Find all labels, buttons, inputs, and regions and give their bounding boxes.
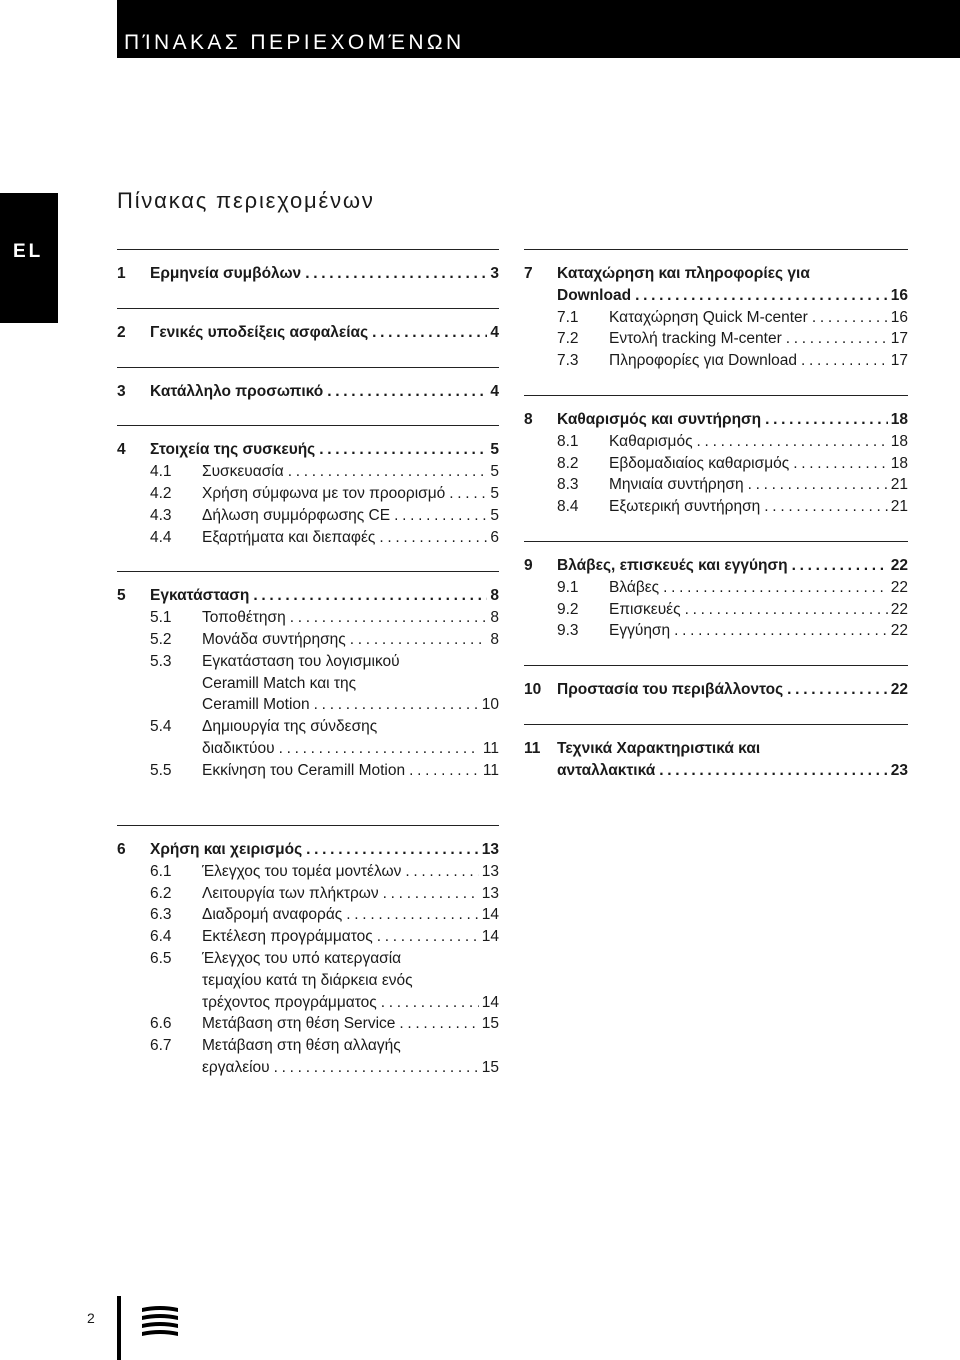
toc-page-number: 4 bbox=[490, 323, 499, 341]
toc-title-wrap bbox=[557, 679, 891, 701]
toc-page-number: 5 bbox=[490, 484, 499, 502]
toc-dot-leader bbox=[290, 607, 488, 629]
toc-subsection-number: 5.5 bbox=[150, 761, 172, 779]
toc-subsection-number: 9.2 bbox=[557, 600, 579, 618]
toc-page-number: 6 bbox=[490, 528, 499, 546]
toc-title-wrap bbox=[557, 599, 891, 621]
toc-subsection-number: 4.3 bbox=[150, 506, 172, 524]
toc-dot-leader bbox=[663, 577, 888, 599]
toc-subsection-line[interactable] bbox=[524, 307, 908, 329]
toc-subsection-line[interactable] bbox=[117, 904, 499, 926]
toc-title-text: διαδικτύου bbox=[202, 739, 275, 757]
language-tab bbox=[0, 193, 58, 323]
toc-title-wrap bbox=[150, 607, 490, 629]
toc-title-wrap bbox=[557, 453, 891, 475]
toc-title-wrap bbox=[557, 555, 891, 577]
toc-subsection-line[interactable] bbox=[117, 1035, 499, 1057]
toc-subsection-number bbox=[150, 694, 202, 716]
toc-subsection-line[interactable] bbox=[117, 1013, 499, 1035]
toc-title-wrap bbox=[557, 760, 891, 782]
toc-chapter-number: 4 bbox=[117, 441, 126, 459]
toc-title-text: Εκτέλεση προγράμματος bbox=[202, 928, 373, 946]
toc-dot-leader bbox=[379, 527, 487, 549]
toc-subsection-line[interactable] bbox=[117, 505, 499, 527]
toc-title-text: Κατάλληλο προσωπικό bbox=[150, 382, 324, 400]
toc-title-wrap bbox=[557, 474, 891, 496]
toc-title-wrap bbox=[150, 483, 490, 505]
toc-subsection-line[interactable] bbox=[524, 474, 908, 496]
toc-title-wrap bbox=[557, 307, 891, 329]
toc-title-text: Χρήση σύμφωνα με τον προορισμό bbox=[202, 484, 446, 502]
toc-chapter-line[interactable] bbox=[117, 585, 499, 607]
toc-title-text: Γενικές υποδείξεις ασφαλείας bbox=[150, 323, 369, 341]
toc-subsection-line[interactable] bbox=[117, 738, 499, 760]
toc-title-wrap bbox=[150, 673, 499, 695]
toc-title-text: Εγκατάσταση του λογισμικού bbox=[202, 652, 400, 670]
toc-chapter bbox=[524, 395, 908, 518]
toc-column-right bbox=[524, 249, 908, 805]
toc-column-left bbox=[117, 249, 499, 805]
toc-title-wrap bbox=[150, 839, 482, 861]
toc-subsection-number bbox=[150, 1057, 202, 1079]
toc-subsection-line[interactable] bbox=[117, 527, 499, 549]
toc-title-text: Προστασία του περιβάλλοντος bbox=[557, 681, 784, 699]
toc-title-wrap bbox=[557, 350, 891, 372]
toc-title-wrap bbox=[557, 738, 908, 760]
toc-title-text: Ceramill Motion bbox=[202, 696, 310, 714]
toc-subsection-number: 6.3 bbox=[150, 906, 172, 924]
toc-title-wrap bbox=[150, 263, 490, 285]
toc-title-text: Εξωτερική συντήρηση bbox=[609, 498, 761, 516]
toc-title-text: Διαδρομή αναφοράς bbox=[202, 906, 343, 924]
toc-dot-leader bbox=[697, 431, 888, 453]
toc-chapter-number: 6 bbox=[117, 841, 126, 858]
toc-page-number: 14 bbox=[481, 906, 499, 924]
toc-subsection-line[interactable] bbox=[117, 760, 499, 782]
toc-chapter-line[interactable] bbox=[524, 738, 908, 760]
toc-dot-leader bbox=[381, 992, 479, 1014]
toc-chapter-number: 11 bbox=[524, 739, 541, 757]
toc-chapter bbox=[524, 665, 908, 701]
toc-title-text: Δήλωση συμμόρφωσης CE bbox=[202, 506, 391, 524]
toc-subsection-number: 5.2 bbox=[150, 630, 172, 648]
toc-subsection-number: 6.7 bbox=[150, 1037, 172, 1055]
toc-subsection-number: 4.1 bbox=[150, 463, 172, 481]
toc-subsection-number bbox=[150, 673, 202, 695]
toc-title-wrap bbox=[557, 620, 891, 642]
toc-title-wrap bbox=[557, 263, 908, 285]
toc-page-number: 10 bbox=[481, 696, 499, 714]
toc-dot-leader bbox=[319, 439, 487, 461]
toc-dot-leader bbox=[350, 629, 488, 651]
toc-subsection-number: 7.3 bbox=[557, 352, 579, 370]
toc-dot-leader bbox=[659, 760, 887, 782]
toc-chapter bbox=[117, 571, 499, 781]
toc-chapter-line[interactable] bbox=[117, 322, 499, 344]
toc-subsection-number: 5.4 bbox=[150, 718, 172, 736]
toc-subsection-line[interactable] bbox=[117, 694, 499, 716]
toc-page-number: 4 bbox=[490, 382, 499, 400]
toc-subsection-line[interactable] bbox=[117, 883, 499, 905]
toc-subsection-number bbox=[150, 738, 202, 760]
toc-dot-leader bbox=[635, 285, 888, 307]
toc-subsection-line[interactable] bbox=[117, 673, 499, 695]
toc-title-wrap bbox=[150, 948, 499, 970]
toc-title-text: Εντολή tracking M-center bbox=[609, 330, 782, 348]
toc-title-wrap bbox=[150, 461, 490, 483]
toc-page-number: 13 bbox=[481, 884, 499, 902]
toc-page-number: 8 bbox=[490, 630, 499, 648]
toc-subsection-number: 6.1 bbox=[150, 862, 172, 880]
toc-dot-leader bbox=[685, 599, 888, 621]
toc-page-number: 18 bbox=[890, 410, 908, 428]
toc-chapter-line[interactable] bbox=[524, 555, 908, 577]
toc-title-wrap bbox=[150, 760, 483, 782]
toc-dot-leader bbox=[764, 496, 887, 518]
toc-subsection-line[interactable] bbox=[117, 948, 499, 970]
toc-subsection-line[interactable] bbox=[117, 483, 499, 505]
toc-subsection-line[interactable] bbox=[524, 350, 908, 372]
toc-dot-leader bbox=[253, 585, 487, 607]
toc-page-number: 22 bbox=[890, 556, 908, 574]
toc-page-number: 23 bbox=[890, 761, 908, 779]
toc-title-wrap bbox=[150, 1035, 499, 1057]
toc-title-text: Εγκατάσταση bbox=[150, 587, 250, 605]
toc-chapter bbox=[117, 425, 499, 548]
toc-chapter-line[interactable] bbox=[117, 381, 499, 403]
toc-subsection-line[interactable] bbox=[524, 599, 908, 621]
toc-title-text: Μονάδα συντήρησης bbox=[202, 630, 346, 648]
toc-page-number: 18 bbox=[890, 432, 908, 450]
toc-title-wrap bbox=[557, 496, 891, 518]
toc-chapter bbox=[117, 249, 499, 285]
toc-dot-leader bbox=[279, 738, 480, 760]
toc-subsection-number: 4.4 bbox=[150, 528, 172, 546]
toc-subsection-number bbox=[150, 992, 202, 1014]
toc-title-text: Έλεγχος του τομέα μοντέλων bbox=[202, 862, 402, 880]
toc-page-number: 13 bbox=[481, 862, 499, 880]
toc-title-wrap bbox=[150, 970, 499, 992]
toc-title-text: Βλάβες, επισκευές και εγγύηση bbox=[557, 556, 788, 574]
toc-dot-leader bbox=[748, 474, 888, 496]
toc-dot-leader bbox=[399, 1013, 478, 1035]
toc-subsection-number: 9.3 bbox=[557, 622, 579, 640]
toc-dot-leader bbox=[812, 307, 888, 329]
toc-subsection-line[interactable] bbox=[524, 453, 908, 475]
toc-chapter-number: 5 bbox=[117, 587, 126, 605]
toc-title-text: Μετάβαση στη θέση αλλαγής bbox=[202, 1037, 401, 1055]
toc-chapter-line[interactable] bbox=[524, 263, 908, 285]
toc-title-wrap bbox=[150, 629, 490, 651]
toc-title-wrap bbox=[150, 738, 483, 760]
toc-chapter bbox=[524, 541, 908, 642]
toc-subsection-number: 5.3 bbox=[150, 652, 172, 670]
toc-title-wrap bbox=[150, 1057, 482, 1079]
toc-title-text: Καθαρισμός bbox=[609, 432, 693, 450]
toc-subsection-number bbox=[150, 970, 202, 992]
toc-subsection-number: 6.5 bbox=[150, 949, 172, 967]
section-title: Πίνακας περιεχομένων bbox=[117, 188, 375, 213]
toc-subsection-line[interactable] bbox=[524, 328, 908, 350]
toc-title-text: Έλεγχος του υπό κατεργασία bbox=[202, 949, 402, 967]
toc-chapter-number: 3 bbox=[117, 382, 126, 400]
toc-dot-leader bbox=[372, 322, 487, 344]
toc-page-number: 21 bbox=[890, 476, 908, 494]
toc-title-text: Στοιχεία της συσκευής bbox=[150, 441, 316, 459]
toc-title-text: Εγγύηση bbox=[609, 622, 671, 640]
toc-chapter-line[interactable] bbox=[117, 439, 499, 461]
toc-subsection-line[interactable] bbox=[117, 607, 499, 629]
toc-page-number: 22 bbox=[890, 622, 908, 640]
toc-page-number: 16 bbox=[890, 308, 908, 326]
toc-subsection-number: 7.2 bbox=[557, 330, 579, 348]
toc-title-text: Ερμηνεία συμβόλων bbox=[150, 265, 302, 282]
toc-title-text: ανταλλακτικά bbox=[557, 761, 656, 779]
toc-page-number: 8 bbox=[490, 609, 499, 627]
toc-subsection-number: 9.1 bbox=[557, 578, 579, 596]
toc-subsection-line[interactable] bbox=[117, 861, 499, 883]
brand-logo-icon bbox=[140, 1304, 180, 1336]
toc-subsection-number: 8.2 bbox=[557, 454, 579, 472]
toc-dot-leader bbox=[394, 505, 487, 527]
toc-title-text: Επισκευές bbox=[609, 600, 681, 618]
toc-page-number: 17 bbox=[890, 352, 908, 370]
toc-title-wrap bbox=[557, 431, 891, 453]
toc-dot-leader bbox=[288, 461, 488, 483]
toc-page-number: 5 bbox=[490, 463, 499, 481]
toc-dot-leader bbox=[793, 453, 888, 475]
toc-page-number: 16 bbox=[890, 286, 908, 304]
toc-dot-leader bbox=[787, 679, 888, 701]
toc-dot-leader bbox=[792, 555, 888, 577]
toc-chapter-line[interactable] bbox=[524, 679, 908, 701]
toc-title-text: Δημιουργία της σύνδεσης bbox=[202, 718, 378, 736]
toc-title-wrap bbox=[150, 651, 499, 673]
toc-title-text: Ceramill Match και της bbox=[202, 674, 357, 692]
toc-subsection-number: 6.2 bbox=[150, 884, 172, 902]
toc-title-wrap bbox=[557, 285, 891, 307]
toc-title-wrap bbox=[150, 694, 482, 716]
toc-title-text: εργαλείου bbox=[202, 1058, 270, 1076]
toc-subsection-number: 4.2 bbox=[150, 484, 172, 502]
toc-subsection-line[interactable] bbox=[117, 992, 499, 1014]
toc-subsection-line[interactable] bbox=[524, 431, 908, 453]
toc-chapter-number: 10 bbox=[524, 681, 542, 699]
toc-page-number: 22 bbox=[890, 600, 908, 618]
toc-title-wrap bbox=[150, 716, 499, 738]
toc-subsection-line[interactable] bbox=[117, 926, 499, 948]
toc-subsection-number: 8.1 bbox=[557, 432, 579, 450]
toc-page-number: 17 bbox=[890, 330, 908, 348]
toc-title-wrap bbox=[150, 505, 490, 527]
toc-title-wrap bbox=[557, 577, 891, 599]
toc-chapter-line[interactable] bbox=[117, 263, 499, 285]
toc-dot-leader bbox=[314, 694, 479, 716]
toc-title-wrap bbox=[150, 527, 490, 549]
toc-title-text: Βλάβες bbox=[609, 578, 660, 596]
toc-page-number: 5 bbox=[490, 441, 499, 459]
toc-dot-leader bbox=[765, 409, 888, 431]
toc-subsection-line[interactable] bbox=[117, 970, 499, 992]
toc-dot-leader bbox=[674, 620, 888, 642]
toc-dot-leader bbox=[383, 883, 479, 905]
toc-subsection-line[interactable] bbox=[117, 651, 499, 673]
toc-subsection-line[interactable] bbox=[117, 1057, 499, 1079]
page-number: 2 bbox=[87, 1310, 95, 1326]
toc-title-wrap bbox=[150, 585, 490, 607]
toc-subsection-line[interactable] bbox=[524, 577, 908, 599]
toc-subsection-number: 5.1 bbox=[150, 609, 172, 627]
toc-title-wrap bbox=[150, 926, 482, 948]
toc-title-text: Μηνιαία συντήρηση bbox=[609, 476, 744, 494]
toc-title-wrap bbox=[150, 904, 482, 926]
toc-chapter-line[interactable] bbox=[524, 285, 908, 307]
toc-chapter-number: 2 bbox=[117, 323, 126, 341]
toc-title-wrap bbox=[150, 381, 490, 403]
toc-title-wrap bbox=[557, 328, 891, 350]
language-label: EL bbox=[13, 241, 44, 262]
toc-subsection-line[interactable] bbox=[524, 620, 908, 642]
toc-title-wrap bbox=[150, 439, 490, 461]
toc-title-wrap bbox=[557, 409, 891, 431]
toc-chapter-number: 7 bbox=[524, 265, 533, 282]
toc-title-text: Καθαρισμός και συντήρηση bbox=[557, 410, 762, 428]
toc-page-number: 3 bbox=[490, 265, 499, 282]
toc-title-text: τρέχοντος προγράμματος bbox=[202, 993, 377, 1011]
toc-subsection-number: 6.6 bbox=[150, 1015, 172, 1033]
toc-dot-leader bbox=[786, 328, 888, 350]
toc-title-text: Εκκίνηση του Ceramill Motion bbox=[202, 761, 406, 779]
toc-subsection-line[interactable] bbox=[117, 716, 499, 738]
toc-page-number: 13 bbox=[481, 841, 499, 858]
toc-page-number: 21 bbox=[890, 498, 908, 516]
toc-page-number: 18 bbox=[890, 454, 908, 472]
toc-dot-leader bbox=[306, 839, 479, 861]
footer-rule bbox=[117, 1296, 121, 1360]
toc-page-number: 15 bbox=[481, 1058, 499, 1076]
toc-chapter-line[interactable] bbox=[117, 839, 499, 861]
toc-title-text: Πληροφορίες για Download bbox=[609, 352, 798, 370]
toc-page-number: 11 bbox=[482, 739, 499, 757]
toc-title-wrap bbox=[150, 1013, 482, 1035]
toc-chapter bbox=[524, 249, 908, 372]
toc-chapter bbox=[117, 308, 499, 344]
toc-chapter bbox=[524, 724, 908, 782]
toc-title-text: Download bbox=[557, 286, 632, 304]
toc-title-wrap bbox=[150, 883, 482, 905]
toc-dot-leader bbox=[801, 350, 888, 372]
toc-title-text: Καταχώρηση Quick M-center bbox=[609, 308, 808, 326]
toc-dot-leader bbox=[305, 263, 487, 285]
toc-dot-leader bbox=[449, 483, 487, 505]
toc-title-text: Μετάβαση στη θέση Service bbox=[202, 1015, 396, 1033]
toc-subsection-line[interactable] bbox=[117, 461, 499, 483]
toc-chapter-number: 8 bbox=[524, 410, 533, 428]
toc-chapter-number: 1 bbox=[117, 265, 126, 282]
toc-chapter-number: 9 bbox=[524, 556, 533, 574]
toc-page-number: 14 bbox=[481, 928, 499, 946]
toc-subsection-number: 7.1 bbox=[557, 308, 579, 326]
toc-page-number: 22 bbox=[890, 578, 908, 596]
toc-page-number: 11 bbox=[482, 761, 499, 779]
toc-chapter bbox=[117, 367, 499, 403]
toc-page-number: 15 bbox=[481, 1015, 499, 1033]
toc-title-text: Καταχώρηση και πληροφορίες για bbox=[557, 265, 810, 282]
toc-page-number: 8 bbox=[490, 587, 499, 605]
toc-dot-leader bbox=[405, 861, 478, 883]
toc-subsection-line[interactable] bbox=[524, 496, 908, 518]
toc-dot-leader bbox=[274, 1057, 479, 1079]
toc-column-left-bottom bbox=[117, 825, 499, 1102]
toc-title-wrap bbox=[150, 992, 482, 1014]
toc-title-text: Εξαρτήματα και διεπαφές bbox=[202, 528, 376, 546]
toc-title-text: τεμαχίου κατά τη διάρκεια ενός bbox=[202, 971, 413, 989]
toc-title-text: Εβδομαδιαίος καθαρισμός bbox=[609, 454, 790, 472]
toc-page-number: 22 bbox=[890, 681, 908, 699]
toc-page-number: 14 bbox=[481, 993, 499, 1011]
toc-subsection-number: 8.4 bbox=[557, 498, 579, 516]
toc-title-wrap bbox=[150, 861, 482, 883]
toc-page-number: 5 bbox=[490, 506, 499, 524]
toc-dot-leader bbox=[409, 760, 480, 782]
toc-title-text: Τοποθέτηση bbox=[202, 609, 286, 627]
toc-chapter-line[interactable] bbox=[524, 409, 908, 431]
toc-title-text: Τεχνικά Χαρακτηριστικά και bbox=[557, 739, 761, 757]
toc-title-text: Συσκευασία bbox=[202, 463, 284, 481]
header-bar bbox=[117, 0, 960, 58]
toc-dot-leader bbox=[377, 926, 479, 948]
toc-dot-leader bbox=[327, 381, 487, 403]
toc-title-text: Χρήση και χειρισμός bbox=[150, 841, 303, 858]
toc-subsection-number: 8.3 bbox=[557, 476, 579, 494]
toc-subsection-number: 6.4 bbox=[150, 928, 172, 946]
toc-chapter-line[interactable] bbox=[524, 760, 908, 782]
toc-chapter bbox=[117, 825, 499, 1079]
toc-subsection-line[interactable] bbox=[117, 629, 499, 651]
page-header-title: ΠΊΝΑΚΑΣ ΠΕΡΙΕΧΟΜΈΝΩΝ bbox=[124, 31, 465, 54]
toc-title-text: Λειτουργία των πλήκτρων bbox=[202, 884, 379, 902]
toc-dot-leader bbox=[346, 904, 478, 926]
toc-title-wrap bbox=[150, 322, 490, 344]
